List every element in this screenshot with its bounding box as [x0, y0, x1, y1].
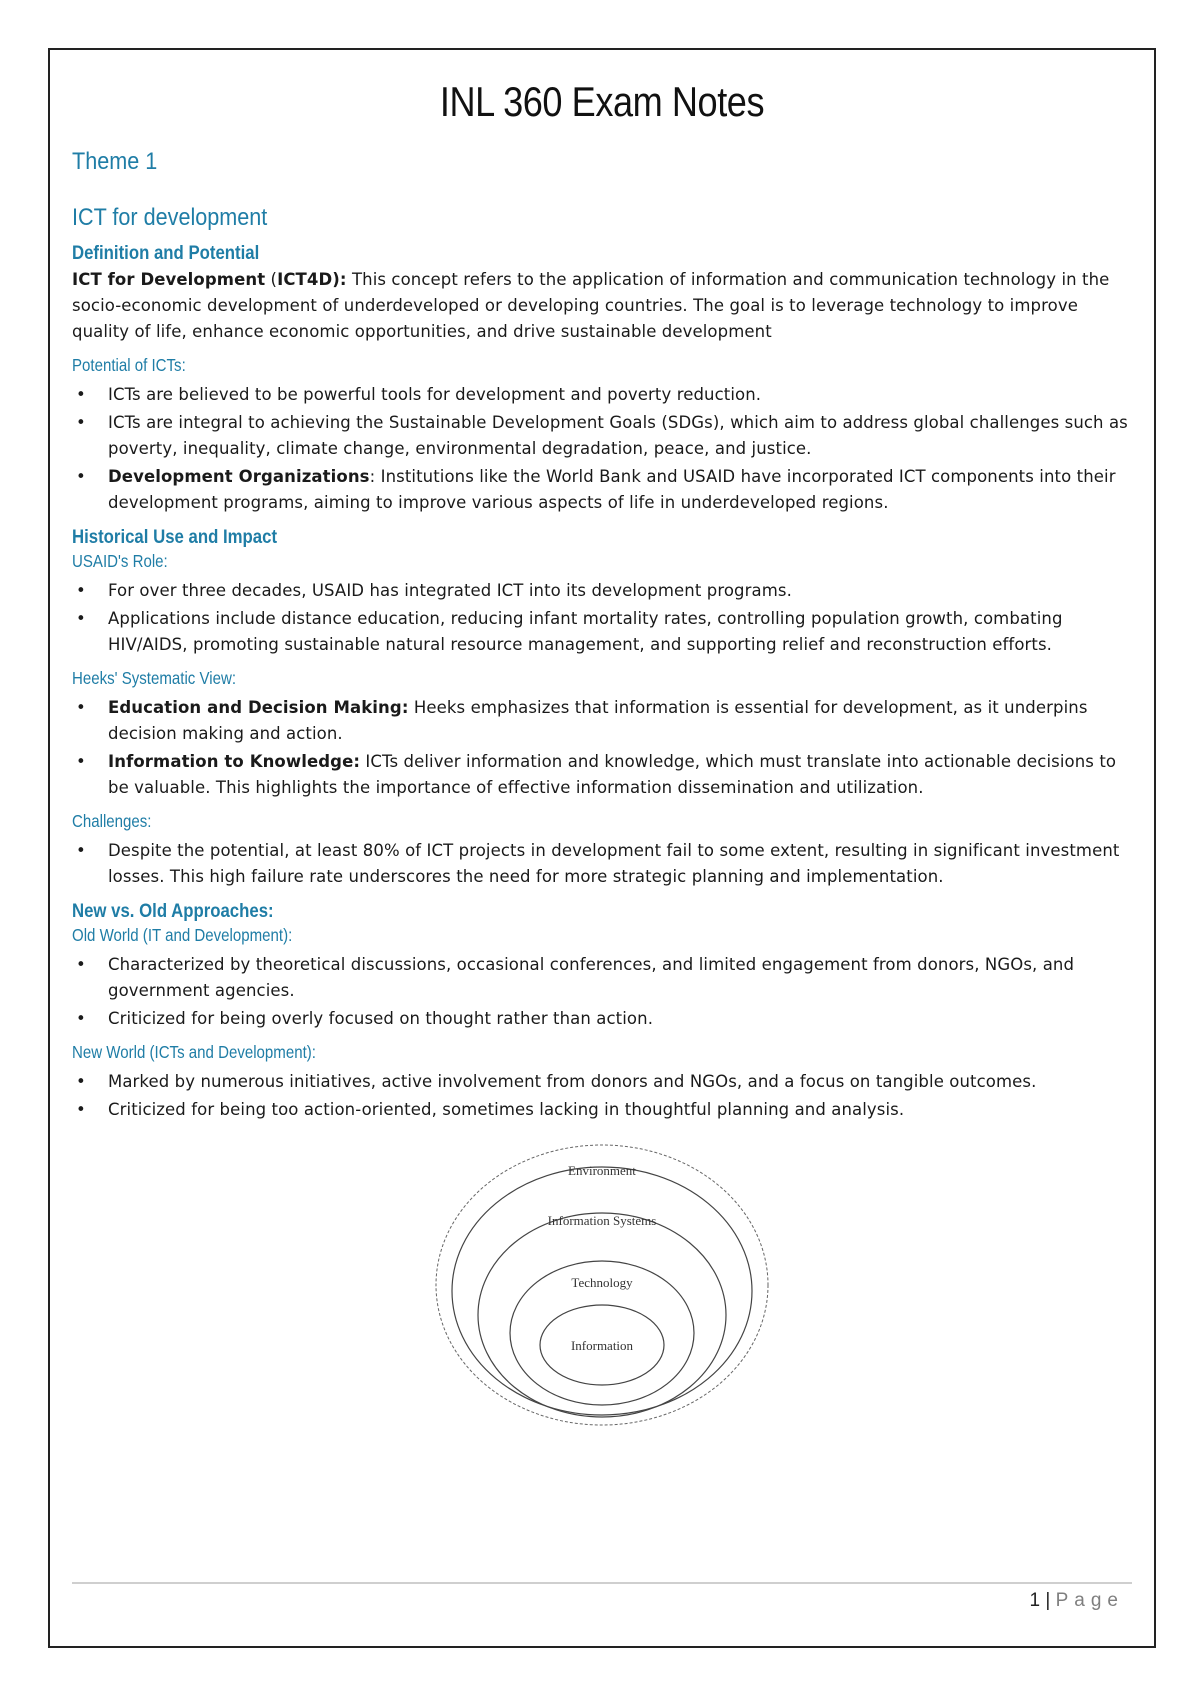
layer-label-information: Information: [570, 1338, 634, 1353]
definition-heading: Definition and Potential: [72, 242, 260, 264]
list-item: • ICTs are believed to be powerful tools for development and poverty reduction.: [76, 385, 762, 404]
definition-term: ICT for Development: [72, 270, 266, 289]
challenges-list: [72, 838, 1132, 890]
definition-abbrev: ICT4D: [277, 270, 333, 289]
theme-heading: Theme 1: [72, 148, 158, 175]
challenges-heading: Challenges:: [72, 811, 152, 831]
document-title: INL 360 Exam Notes: [439, 78, 765, 125]
potential-list: [72, 382, 1132, 516]
old-world-list: [72, 952, 1132, 1032]
definition-paren-close: ):: [332, 270, 347, 289]
list-item: • Characterized by theoretical discussions, occasional conferences, and limited engagement from donors, NGOs, and government agencies.: [76, 955, 1075, 1000]
layer-label-information-systems: Information Systems: [547, 1213, 657, 1228]
heeks-list: [72, 695, 1132, 801]
definition-text: This concept refers to the application of information and communication technology in the socio-economic development of underdeveloped or developing countries. The goal is to leverage technology to improve quality of life, enhance economic opportunities, and drive sustainable development: [72, 270, 1110, 341]
footer-divider: [72, 1582, 1132, 1584]
list-item: • Development Organizations: Institutions like the World Bank and USAID have incorporated ICT components into their development programs, aiming to improve various aspects of life in underdeveloped regions.: [76, 467, 1116, 512]
usaid-heading: USAID's Role:: [72, 551, 168, 571]
historical-heading: Historical Use and Impact: [72, 526, 278, 548]
definition-paragraph: [72, 267, 1132, 345]
page-footer: [1030, 1590, 1124, 1612]
definition-paren-open: (: [265, 270, 278, 289]
list-item: • Information to Knowledge: ICTs deliver information and knowledge, which must translate into actionable decisions to be valuable. This highlights the importance of effective information dissemination and utilization.: [76, 752, 1117, 797]
layer-label-technology: Technology: [571, 1275, 633, 1290]
list-item: • ICTs are integral to achieving the Sustainable Development Goals (SDGs), which aim to address global challenges such as poverty, inequality, climate change, environmental degradation, peace, and justice.: [76, 413, 1128, 458]
new-world-heading: New World (ICTs and Development):: [72, 1042, 316, 1062]
list-item: • Criticized for being too action-oriented, sometimes lacking in thoughtful planning and analysis.: [76, 1100, 905, 1119]
old-world-heading: Old World (IT and Development):: [72, 925, 293, 945]
usaid-list: [72, 578, 1132, 658]
page-number: 1: [1029, 1590, 1041, 1611]
new-world-list: [72, 1069, 1132, 1123]
list-item: • Applications include distance education, reducing infant mortality rates, controlling population growth, combating HIV/AIDS, promoting sustainable natural resource management, and supporting relief and reconstruction efforts.: [76, 609, 1063, 654]
footer-separator: |: [1040, 1590, 1056, 1611]
approaches-heading: New vs. Old Approaches:: [72, 900, 274, 922]
concentric-layers-diagram: [432, 1137, 772, 1427]
document-content: [72, 78, 1132, 1427]
list-item: • Marked by numerous initiatives, active involvement from donors and NGOs, and a focus on tangible outcomes.: [76, 1072, 1037, 1091]
list-item: • For over three decades, USAID has integrated ICT into its development programs.: [76, 581, 792, 600]
list-item: • Criticized for being overly focused on thought rather than action.: [76, 1009, 654, 1028]
page-word: Page: [1055, 1590, 1124, 1611]
information-systems-ring: [478, 1213, 726, 1417]
heeks-heading: Heeks' Systematic View:: [72, 668, 237, 688]
section-heading: ICT for development: [72, 204, 268, 231]
environment-inner-ring: [452, 1167, 752, 1415]
potential-heading: Potential of ICTs:: [72, 355, 186, 375]
layer-label-environment: Environment: [568, 1163, 636, 1178]
list-item: • Education and Decision Making: Heeks emphasizes that information is essential for development, as it underpins decision making and action.: [76, 698, 1088, 743]
list-item: • Despite the potential, at least 80% of ICT projects in development fail to some extent, resulting in significant investment losses. This high failure rate underscores the need for more strategic planning and implementation.: [76, 841, 1120, 886]
